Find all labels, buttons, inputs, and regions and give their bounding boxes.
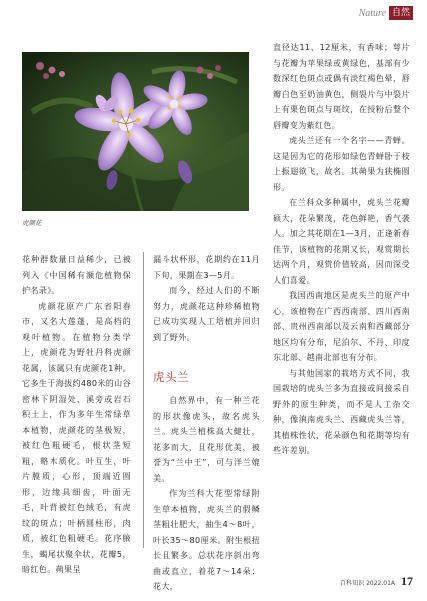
paragraph: 虎头兰还有一个名字——青蝉。这是因为它的花形如绿色青蝉卧于枝上振翅欲飞，故名。其蒴果为狭椭圆形。 xyxy=(273,136,410,192)
text-column-2 xyxy=(153,252,260,595)
page-number: 17 xyxy=(401,574,413,588)
text-column-3 xyxy=(273,40,410,459)
flower-illustration xyxy=(22,52,249,211)
paragraph: 在兰科众多种属中，虎头兰花瓣硕大，花朵繁茂，花色鲜艳，香气袭人。加之其花期在1—3月，正逢新春佳节，该植物的花期又长，观赏期长达两个月，观赏价值较高，因而深受人们喜爱。 xyxy=(273,198,410,285)
flower-photo xyxy=(22,52,249,211)
paragraph: 作为兰科大花型常绿附生草本植物，虎头兰的假鳞茎粗壮肥大，抽生4～8叶，叶长35～80厘米。附生根扭长且繁多。总状花序斜出弯曲或直立，着花7～14朵；花大， xyxy=(153,489,260,591)
section-label-en: Nature xyxy=(358,7,386,19)
text-column-1 xyxy=(22,252,131,578)
paragraph: 虎颜花原产广东省阳春市，又名大莲蓬，是高档的观叶植物。在植物分类学上，虎颜花为野牡丹科虎颜花属，该属只有虎颜花1种。它多生于海拔约480米的山谷密林下阴湿处、溪旁或岩石积土上，作为多年生常绿草本植物，虎颜花的茎极短，被红色粗硬毛，根状茎短粗，略木质化。叶互生，叶片膜质，心形，顶端近圆形，边缘具细齿，叶面无毛，叶背被红色绒毛，有虎纹的斑点；叶柄圆柱形，肉质，被红色粗硬毛。花序腋生，蝎尾状聚伞状，花瓣5，暗红色。蒴果呈 xyxy=(22,301,131,574)
paragraph: 直径达11、12厘米，有香味；萼片与花瓣为苹果绿或黄绿色，基部有少数深红色斑点或偶有淡红褐色晕，唇瓣白色至奶油黄色，侧裂片与中裂片上有栗色斑点与斑纹，在授粉后整个唇瓣变为紫红色。 xyxy=(273,43,410,130)
page-footer xyxy=(340,574,413,589)
section-heading: 虎头兰 xyxy=(153,370,189,384)
photo-caption: 虎颜花 xyxy=(22,220,42,227)
section-tag xyxy=(359,6,413,20)
paragraph: 漏斗状杯形，花期约在11月下旬，果期在3—5月。 xyxy=(153,255,260,280)
paragraph: 与其他国家的栽培方式不同，我国栽培的虎头兰多为直接或间接采自野外的原生种类，而不是人工杂交种，像滇南虎头兰、西藏虎头兰等，其植株性状、花朵颜色和花期等均有些许差别。 xyxy=(273,368,410,455)
paragraph: 花种群数量日益稀少，已被列入《中国稀有濒危植物保护名录》。 xyxy=(22,255,131,295)
journal-issue: 百科知识 2022.01A xyxy=(340,580,395,587)
paragraph: 我国西南地区是虎头兰的原产中心，该植物在广西西南部、四川西南部、贵州西南部以及云南和西藏部分地区均有分布，尼泊尔、不丹、印度东北部、越南北部也有分布。 xyxy=(273,291,410,362)
column-divider xyxy=(143,252,144,548)
paragraph: 自然界中，有一种兰花的形状像虎头，故名虎头兰。虎头兰植株高大健壮，花多而大，且花形优美，被誉为“兰中王”，可与洋兰媲美。 xyxy=(153,396,260,483)
paragraph: 而今，经过人们的不断努力，虎颜花这种珍稀植物已成功实现人工培植并回归到了野外。 xyxy=(153,286,260,342)
section-label-zh: 自然 xyxy=(389,6,413,20)
